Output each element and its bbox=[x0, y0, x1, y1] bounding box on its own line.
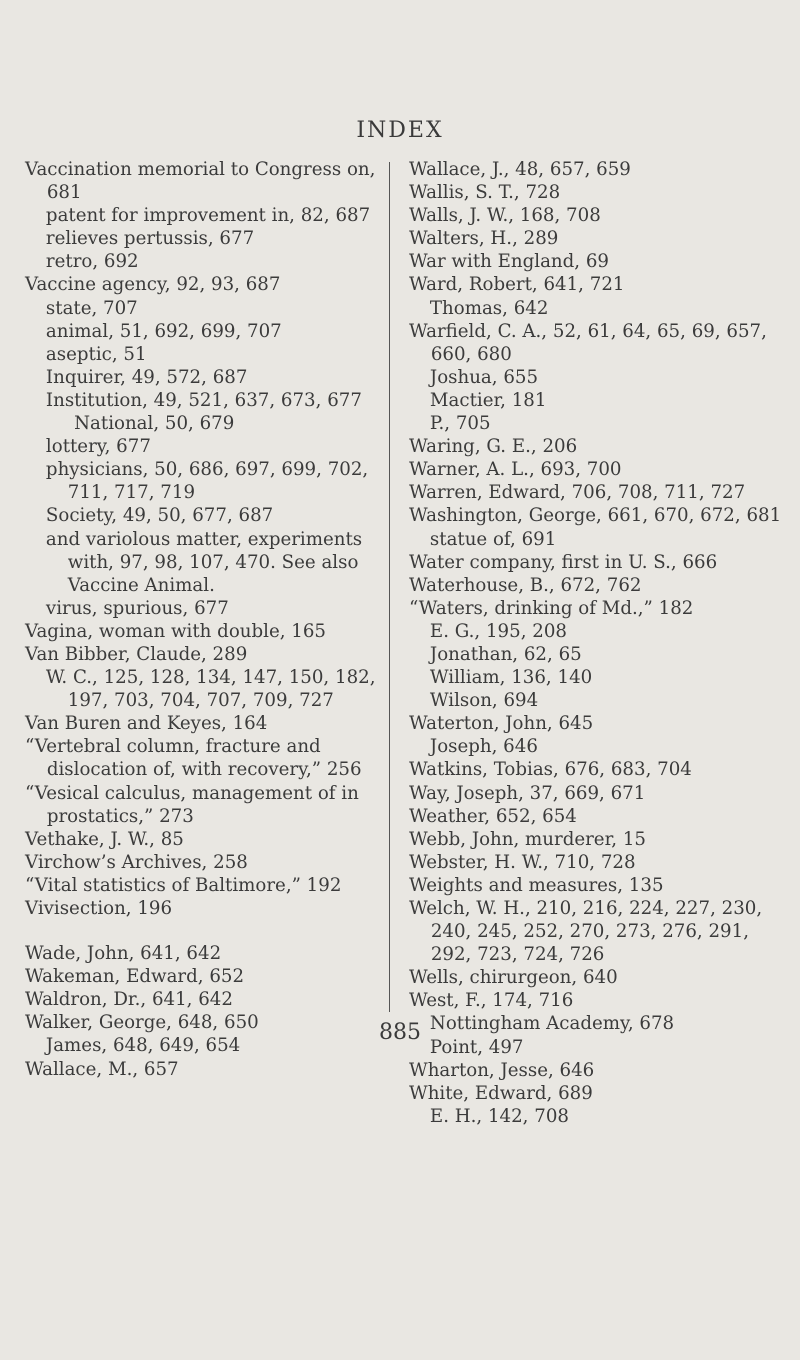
index-entry: Van Buren and Keyes, 164 bbox=[25, 713, 268, 735]
index-entry: Wade, John, 641, 642 bbox=[25, 943, 222, 965]
index-entry: Wells, chirurgeon, 640 bbox=[409, 967, 618, 989]
index-entry: Inquirer, 49, 572, 687 bbox=[45, 366, 248, 388]
index-entry: animal, 51, 692, 699, 707 bbox=[45, 320, 282, 342]
index-entry: Washington, George, 661, 670, 672, 681 bbox=[409, 505, 782, 527]
index-entry: Walker, George, 648, 650 bbox=[25, 1012, 259, 1034]
index-entry: virus, spurious, 677 bbox=[45, 597, 229, 619]
page-title: INDEX bbox=[356, 118, 444, 143]
index-entry: Wallis, S. T., 728 bbox=[409, 182, 561, 204]
index-entry: Thomas, 642 bbox=[429, 297, 549, 319]
index-entry: Warner, A. L., 693, 700 bbox=[409, 459, 622, 481]
index-entry: Society, 49, 50, 677, 687 bbox=[45, 505, 274, 527]
index-entry: and variolous matter, experiments with, 97, 98, 107, 470. See also Vaccine Animal. bbox=[45, 528, 363, 596]
index-entry: Vaccination memorial to Congress on, 681 bbox=[25, 159, 376, 204]
index-entry: physicians, 50, 686, 697, 699, 702, 711, 717, 719 bbox=[45, 459, 369, 504]
index-entry: Wharton, Jesse, 646 bbox=[409, 1059, 595, 1081]
index-entry: West, F., 174, 716 bbox=[409, 990, 574, 1012]
index-column-left bbox=[25, 158, 397, 1081]
index-entry: Weather, 652, 654 bbox=[409, 805, 577, 827]
column-divider bbox=[389, 162, 390, 1012]
index-entry: patent for improvement in, 82, 687 bbox=[45, 205, 371, 227]
index-entry: “Waters, drinking of Md.,” 182 bbox=[409, 597, 694, 619]
index-entry: Mactier, 181 bbox=[429, 389, 547, 411]
index-entry: W. C., 125, 128, 134, 147, 150, 182, 197, 703, 704, 707, 709, 727 bbox=[45, 667, 376, 712]
index-entry: Webster, H. W., 710, 728 bbox=[409, 851, 636, 873]
index-entry: Van Bibber, Claude, 289 bbox=[25, 643, 248, 665]
index-column-right bbox=[409, 158, 787, 1128]
index-entry: Virchow’s Archives, 258 bbox=[25, 851, 248, 873]
index-entry: Water company, first in U. S., 666 bbox=[409, 551, 718, 573]
index-entry: Vagina, woman with double, 165 bbox=[25, 620, 326, 642]
index-entry: Watkins, Tobias, 676, 683, 704 bbox=[409, 759, 692, 781]
index-entry: Wakeman, Edward, 652 bbox=[25, 966, 245, 988]
index-entry: Way, Joseph, 37, 669, 671 bbox=[409, 782, 646, 804]
index-entry: Walters, H., 289 bbox=[409, 228, 559, 250]
index-entry: Nottingham Academy, 678 bbox=[429, 1013, 675, 1035]
index-entry: Walls, J. W., 168, 708 bbox=[409, 205, 601, 227]
index-entry: Waterton, John, 645 bbox=[409, 713, 594, 735]
index-entry: “Vertebral column, fracture and dislocation of, with recovery,” 256 bbox=[25, 736, 362, 781]
index-entry: relieves pertussis, 677 bbox=[45, 228, 255, 250]
index-entry: aseptic, 51 bbox=[45, 343, 147, 365]
index-entry: state, 707 bbox=[45, 297, 138, 319]
index-entry: Vivisection, 196 bbox=[25, 898, 173, 919]
index-entry: Vaccine agency, 92, 93, 687 bbox=[25, 274, 281, 296]
index-entry: White, Edward, 689 bbox=[409, 1082, 593, 1104]
index-entry: Point, 497 bbox=[429, 1036, 524, 1058]
index-entry: retro, 692 bbox=[45, 251, 139, 273]
index-entry: Waldron, Dr., 641, 642 bbox=[25, 989, 233, 1011]
index-entry: Joshua, 655 bbox=[429, 366, 539, 388]
index-entry: “Vesical calculus, management of in prostatics,” 273 bbox=[25, 782, 359, 827]
index-entry: Ward, Robert, 641, 721 bbox=[409, 274, 625, 296]
index-entry: E. H., 142, 708 bbox=[429, 1105, 569, 1127]
index-entry: Wilson, 694 bbox=[429, 690, 539, 712]
index-entry: Warfield, C. A., 52, 61, 64, 65, 69, 657, 660, 680 bbox=[409, 320, 767, 365]
index-entry: William, 136, 140 bbox=[429, 667, 593, 689]
index-entry: Institution, 49, 521, 637, 673, 677 bbox=[45, 389, 362, 411]
index-entry: Waterhouse, B., 672, 762 bbox=[409, 574, 642, 596]
index-entry: Webb, John, murderer, 15 bbox=[409, 828, 646, 850]
index-entry: Weights and measures, 135 bbox=[409, 874, 664, 896]
index-entry: Joseph, 646 bbox=[429, 736, 538, 758]
index-entry: War with England, 69 bbox=[409, 251, 609, 273]
index-entry: Wallace, J., 48, 657, 659 bbox=[409, 159, 631, 180]
index-entry: lottery, 677 bbox=[45, 436, 151, 458]
index-entry: Wallace, M., 657 bbox=[25, 1058, 179, 1080]
index-entry: James, 648, 649, 654 bbox=[45, 1035, 241, 1057]
index-entry: National, 50, 679 bbox=[74, 413, 235, 435]
index-entry: Warren, Edward, 706, 708, 711, 727 bbox=[409, 482, 746, 504]
index-entry: E. G., 195, 208 bbox=[429, 620, 567, 642]
index-entry: Waring, G. E., 206 bbox=[409, 436, 578, 458]
index-entry: statue of, 691 bbox=[429, 528, 557, 550]
index-entry: Jonathan, 62, 65 bbox=[429, 643, 582, 665]
index-entry: P., 705 bbox=[429, 413, 491, 435]
index-entry: Vethake, J. W., 85 bbox=[25, 828, 184, 850]
page-number: 885 bbox=[379, 1020, 421, 1045]
index-entry: Welch, W. H., 210, 216, 224, 227, 230, 240, 245, 252, 270, 273, 276, 291, 292, 723, 724, 726 bbox=[409, 898, 763, 966]
index-entry: “Vital statistics of Baltimore,” 192 bbox=[25, 874, 342, 896]
